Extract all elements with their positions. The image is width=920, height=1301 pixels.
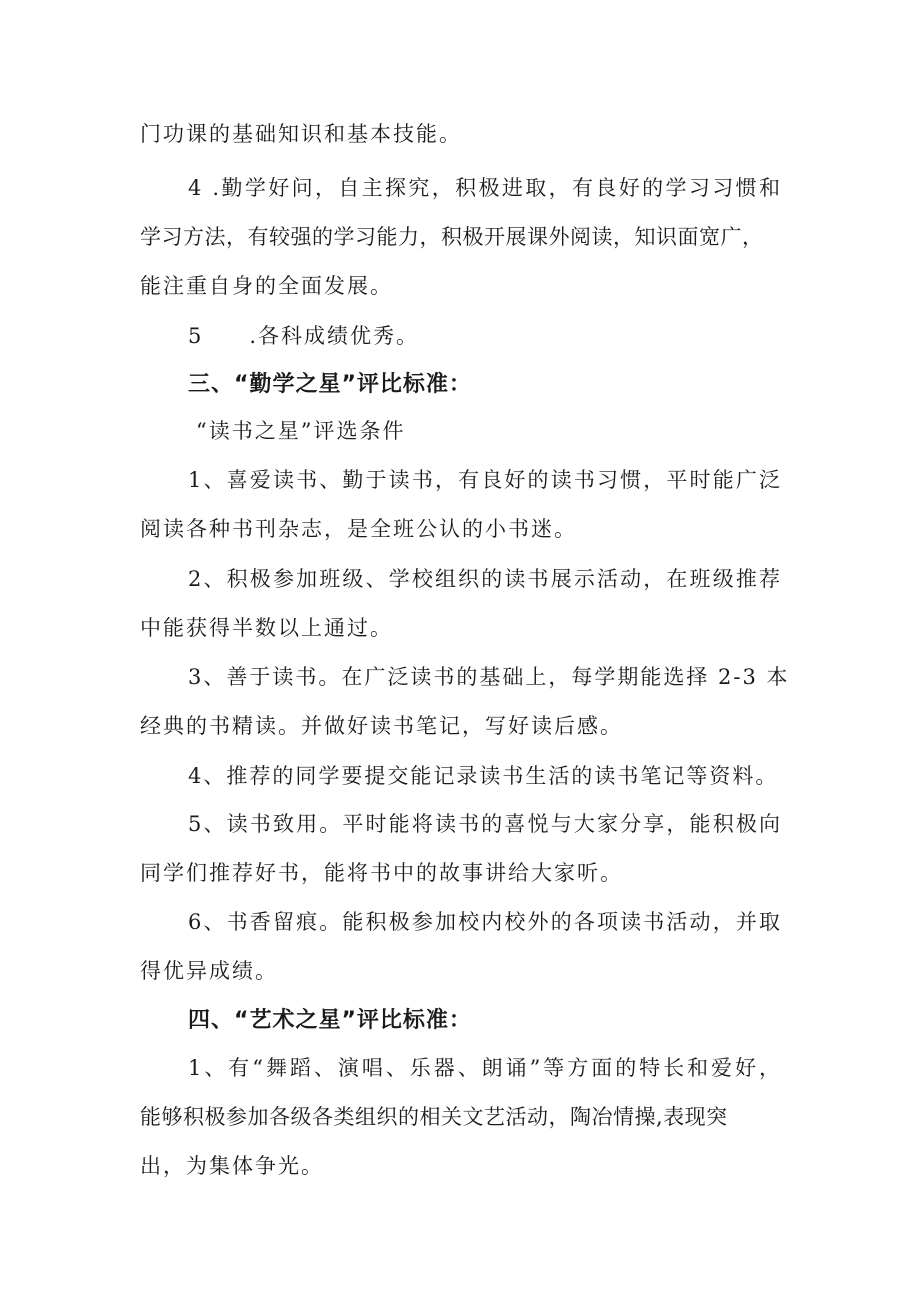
- reading-item-3-line-1: 3、善于读书。在广泛读书的基础上，每学期能选择 2-3 本: [188, 665, 790, 689]
- reading-item-3-line-2: 经典的书精读。并做好读书笔记，写好读后感。: [140, 714, 623, 738]
- reading-item-2-line-2: 中能获得半数以上通过。: [140, 616, 393, 640]
- item-4-line-2: 学习方法，有较强的学习能力，积极开展课外阅读，知识面宽广，: [140, 225, 764, 249]
- reading-item-1-line-2: 阅读各种书刊杂志，是全班公认的小书迷。: [140, 517, 577, 541]
- reading-item-6-line-2: 得优异成绩。: [140, 959, 278, 983]
- art-item-1-line-3: 出，为集体争光。: [140, 1154, 324, 1178]
- item-4-line-3: 能注重自身的全面发展。: [140, 274, 393, 298]
- paragraph-tail: 门功课的基础知识和基本技能。: [140, 122, 462, 146]
- reading-item-6-line-1: 6、书香留痕。能积极参加校内校外的各项读书活动，并取: [188, 910, 782, 934]
- reading-item-5-line-1: 5、读书致用。平时能将读书的喜悦与大家分享，能积极向: [188, 812, 782, 836]
- art-item-1-line-1: 1、有“舞蹈、演唱、乐器、朗诵”等方面的特长和爱好，: [188, 1056, 782, 1080]
- reading-item-2-line-1: 2、积极参加班级、学校组织的读书展示活动，在班级推荐: [188, 567, 782, 591]
- reading-item-1-line-1: 1、喜爱读书、勤于读书，有良好的读书习惯，平时能广泛: [188, 468, 782, 492]
- section-3-heading: 三、“勤学之星”评比标准：: [188, 372, 472, 397]
- art-item-1-line-2: 能够积极参加各级各类组织的相关文艺活动，陶冶情操,表现突: [140, 1105, 728, 1129]
- item-4-line-1: 4 .勤学好问，自主探究，积极进取，有良好的学习习惯和: [188, 176, 782, 200]
- reading-item-4-line-1: 4、推荐的同学要提交能记录读书生活的读书笔记等资料。: [188, 764, 779, 788]
- section-4-heading: 四、“艺术之星”评比标准：: [188, 1008, 472, 1033]
- reading-item-5-line-2: 同学们推荐好书，能将书中的故事讲给大家听。: [140, 861, 623, 885]
- reading-star-subtitle: “读书之星”评选条件: [196, 419, 406, 443]
- item-5: 5 .各科成绩优秀。: [188, 324, 420, 348]
